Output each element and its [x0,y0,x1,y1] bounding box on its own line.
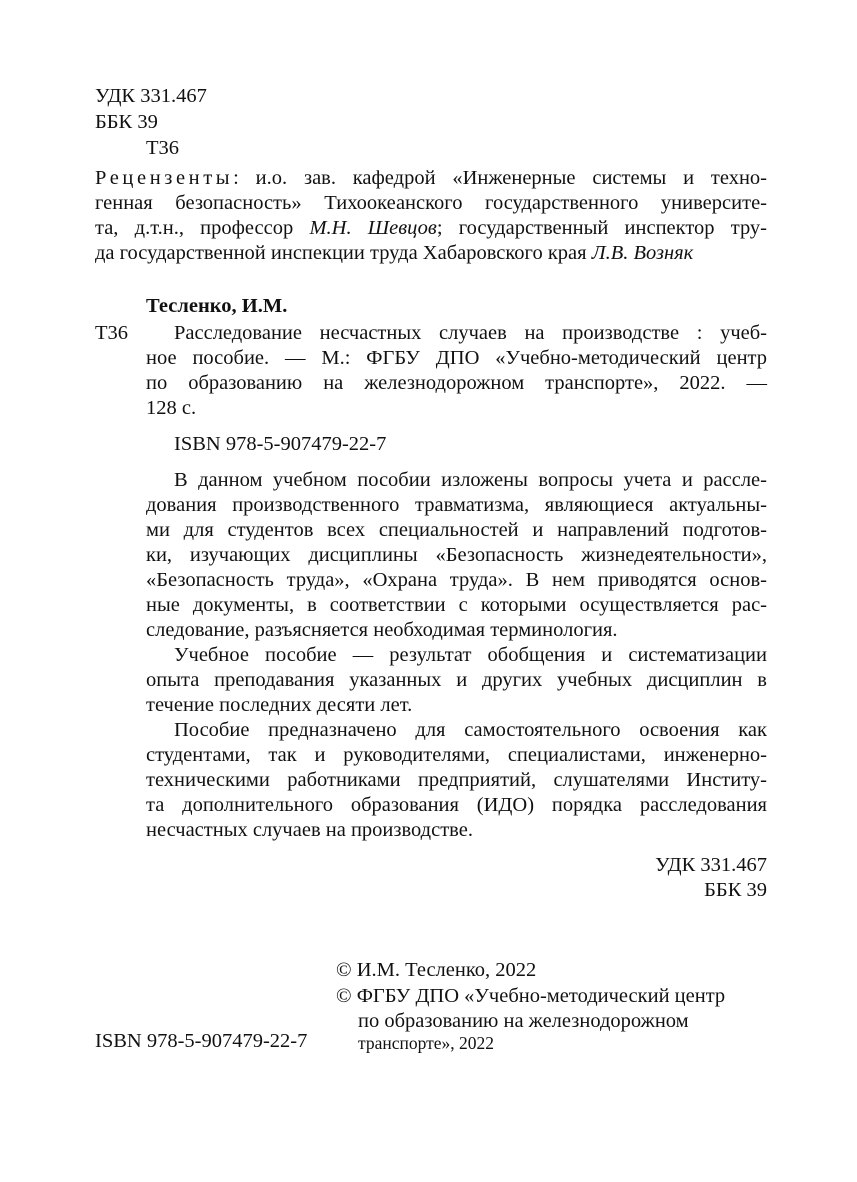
annotation-p2-line: опыта преподавания указанных и других учебных дисциплин в [146,669,767,691]
reviewers-line-4: да государственной инспекции труда Хабаровского края Л.В. Возняк [95,242,694,264]
record-line-3: по образованию на железнодорожном транспорте», 2022. — [146,372,767,394]
annotation-p3-line: несчастных случаев на производстве. [146,819,473,841]
copyright-author: © И.М. Тесленко, 2022 [336,959,537,981]
header-bbk: ББК 39 [95,111,158,133]
annotation-p1-line: В данном учебном пособии изложены вопросы учета и рассле- [174,469,767,491]
annotation-p3-line: студентами, так и руководителями, специалистами, инженерно- [146,744,767,766]
header-author-mark: Т36 [146,137,180,159]
reviewers-line-3: та, д.т.н., профессор М.Н. Шевцов; государственный инспектор тру- [95,217,768,239]
classification-bbk: ББК 39 [704,879,767,901]
annotation-p1-line: ные документы, в соответствии с которыми осуществляется рас- [146,594,767,616]
annotation-p3-line: Пособие предназначено для самостоятельного освоения как [174,719,767,741]
annotation-p2-line: Учебное пособие — результат обобщения и систематизации [174,644,767,666]
annotation-p1-line: дования производственного травматизма, являющиеся актуальны- [146,494,767,516]
annotation-p3-line: та дополнительного образования (ИДО) порядка расследования [146,794,767,816]
classification-udk: УДК 331.467 [655,854,767,876]
annotation-p1-line: ми для студентов всех специальностей и направлений подготов- [146,519,767,541]
reviewers-line-2: генная безопасность» Тихоокеанского государственного университе- [95,192,767,214]
record-isbn: ISBN 978-5-907479-22-7 [174,433,387,455]
copyright-publisher-line-2: по образованию на железнодорожном [358,1010,689,1032]
record-author: Тесленко, И.М. [146,295,288,317]
header-udk: УДК 331.467 [95,85,207,107]
reviewer-name-2: Л.В. Возняк [591,242,694,264]
footer-isbn: ISBN 978-5-907479-22-7 [95,1030,308,1052]
record-line-2: ное пособие. — М.: ФГБУ ДПО «Учебно-методический центр [146,347,767,369]
annotation-p1-line: «Безопасность труда», «Охрана труда». В нем приводятся основ- [146,569,767,591]
reviewers-line-1: Рецензенты: и.о. зав. кафедрой «Инженерные системы и техно- [95,167,767,189]
copyright-publisher-line-3: транспорте», 2022 [358,1033,495,1053]
record-line-4: 128 с. [146,397,197,419]
reviewers-label: Рецензенты [95,167,234,189]
annotation-p1-line: следование, разъясняется необходимая терминология. [146,619,618,641]
annotation-p1-line: ки, изучающих дисциплины «Безопасность жизнедеятельности», [146,544,767,566]
record-line-1: Расследование несчастных случаев на производстве : учеб- [174,322,767,344]
annotation-p2-line: течение последних десяти лет. [146,694,413,716]
record-mark: Т36 [95,322,129,344]
reviewer-name-1: М.Н. Шевцов [309,217,437,239]
copyright-publisher: © ФГБУ ДПО «Учебно-методический центр [336,985,726,1007]
annotation-p3-line: техническими работниками предприятий, слушателями Институ- [146,769,767,791]
